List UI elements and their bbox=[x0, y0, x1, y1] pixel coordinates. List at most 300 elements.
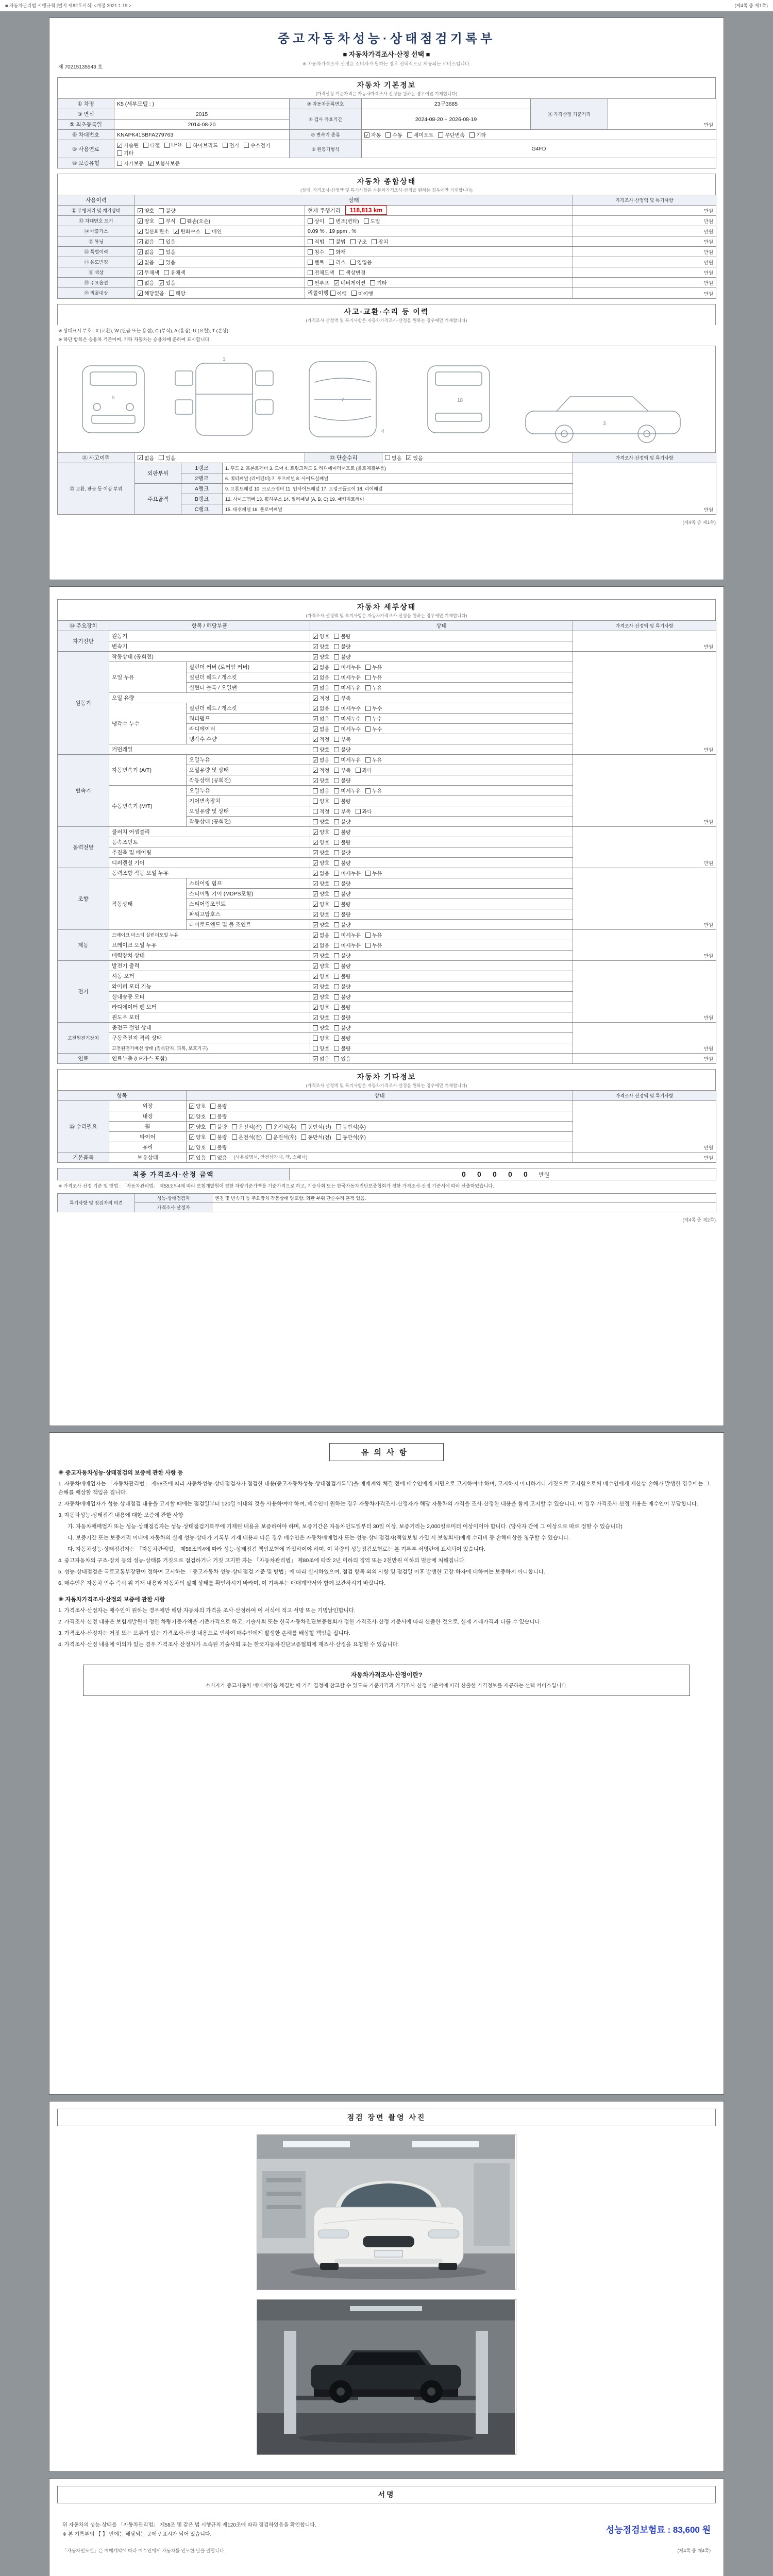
section-title-text: 자동차 기본정보 bbox=[357, 81, 416, 89]
value-cell bbox=[109, 1153, 187, 1163]
workshop-car-lift-photo-icon bbox=[257, 2300, 515, 2454]
value-cell bbox=[310, 806, 573, 817]
value-cell bbox=[135, 247, 305, 257]
checkbox-label: 일산화탄소 bbox=[144, 229, 170, 235]
label-cell bbox=[573, 195, 716, 206]
checkbox-box-icon bbox=[334, 634, 339, 639]
checkbox-box-icon: ✓ bbox=[190, 1134, 194, 1140]
checkbox-유채색[interactable] bbox=[164, 268, 186, 276]
checkbox-과다[interactable] bbox=[356, 807, 372, 815]
checkbox-침수[interactable] bbox=[308, 248, 324, 256]
checkbox-box-icon bbox=[336, 1134, 341, 1140]
checkbox-동반석(후)[interactable] bbox=[336, 1133, 366, 1141]
checkbox-불량[interactable] bbox=[210, 1143, 227, 1151]
signature-title: 서명 bbox=[57, 2486, 716, 2503]
checkbox-양호[interactable] bbox=[313, 1003, 329, 1011]
checkbox-box-icon bbox=[351, 291, 357, 296]
checkbox-리스[interactable] bbox=[329, 258, 345, 266]
cell-text: 클러치 어셈블리 bbox=[112, 829, 150, 835]
checkbox-누유[interactable] bbox=[365, 941, 382, 949]
notice-item: 2. 가격조사·산정 내용은 보험개발원이 정한 차량기준가액을 기준가격으로 하고, 기술사회 또는 한국자동차진단보증협회가 정한 가격조사·산정 기준서에 따라 산출한 것으로, 실제 거래가격과 다를 수 있습니다. bbox=[58, 1619, 542, 1625]
checkbox-영업용[interactable] bbox=[350, 258, 372, 266]
basic-info-table bbox=[57, 98, 716, 168]
checkbox-box-icon: ✓ bbox=[313, 871, 317, 876]
checkbox-없음[interactable] bbox=[138, 248, 154, 256]
value-cell bbox=[109, 827, 310, 837]
inspection-photo-lift bbox=[257, 2299, 516, 2455]
cell-text: 작동상태 (공회전) bbox=[112, 654, 154, 660]
checkbox-운전석(전)[interactable] bbox=[232, 1123, 262, 1130]
cell-text: 2014-08-20 bbox=[188, 121, 216, 128]
checkbox-장치[interactable] bbox=[372, 238, 388, 245]
checkbox-전기[interactable] bbox=[223, 141, 239, 149]
value-cell bbox=[310, 930, 573, 940]
checkbox-있음[interactable] bbox=[159, 279, 175, 286]
value-cell bbox=[187, 765, 310, 775]
checkbox-누수[interactable] bbox=[365, 704, 382, 712]
checkbox-기타[interactable] bbox=[117, 149, 133, 157]
checkbox-없음[interactable] bbox=[313, 756, 329, 764]
value-cell bbox=[573, 1101, 716, 1153]
checkbox-label: 없음 bbox=[144, 281, 155, 286]
checkbox-불량[interactable] bbox=[334, 745, 350, 753]
value-cell bbox=[109, 693, 310, 703]
checkbox-box-icon bbox=[334, 943, 339, 948]
checkbox-없음[interactable] bbox=[385, 454, 401, 462]
checkbox-없음[interactable] bbox=[313, 941, 329, 949]
checkbox-양호[interactable] bbox=[313, 818, 329, 825]
checkbox-불량[interactable] bbox=[210, 1102, 227, 1110]
checkbox-없음[interactable] bbox=[313, 1055, 329, 1062]
value-cell bbox=[187, 714, 310, 724]
checkbox-불량[interactable] bbox=[334, 1003, 350, 1011]
notice-item: 2. 자동차매매업자가 성능·상태점검 내용을 고지할 때에는 점검일부터 120일 이내의 것을 사용하여야 하며, 매수인이 원하는 경우 자동차가격조사·산정자가 해당 자동차의 가격을 조사·산정한 내용을 함께 고지할 수 있습니다. 이 경우 가격조사·산정 비용은 매수인이 부담합니다. bbox=[58, 1501, 699, 1507]
checkbox-없음[interactable] bbox=[313, 715, 329, 722]
checkbox-하이브리드[interactable] bbox=[186, 141, 217, 149]
checkbox-양호[interactable] bbox=[313, 921, 329, 928]
checkbox-있음[interactable] bbox=[159, 238, 175, 245]
value-cell bbox=[114, 99, 290, 109]
value-cell bbox=[573, 1153, 716, 1163]
value-cell bbox=[114, 130, 290, 140]
checkbox-양호[interactable] bbox=[313, 797, 329, 805]
value-cell bbox=[310, 1054, 573, 1064]
checkbox-불량[interactable] bbox=[334, 642, 350, 650]
checkbox-box-icon: ✓ bbox=[313, 850, 317, 856]
checkbox-누유[interactable] bbox=[365, 931, 382, 939]
value-cell bbox=[573, 278, 716, 288]
checkbox-누유[interactable] bbox=[365, 673, 382, 681]
checkbox-label: 해당 bbox=[175, 291, 186, 297]
checkbox-없음[interactable] bbox=[138, 454, 154, 462]
page-signature bbox=[49, 2478, 724, 2576]
checkbox-없음[interactable] bbox=[313, 684, 329, 691]
checkbox-양호[interactable] bbox=[313, 993, 329, 1001]
value-cell bbox=[212, 1194, 716, 1203]
checkbox-양호[interactable] bbox=[313, 1034, 329, 1042]
checkbox-box-icon bbox=[308, 270, 313, 275]
checkbox-적정[interactable] bbox=[313, 766, 329, 774]
checkbox-양호[interactable] bbox=[313, 745, 329, 753]
checkbox-있음[interactable] bbox=[189, 1154, 206, 1161]
value-cell bbox=[187, 775, 310, 786]
checkbox-미세누유[interactable] bbox=[334, 931, 361, 939]
checkbox-미이행[interactable] bbox=[351, 290, 373, 297]
checkbox-box-icon: ✓ bbox=[190, 1114, 194, 1120]
checkbox-구조[interactable] bbox=[350, 238, 367, 245]
signature-footnote: 「자동차인도일」은 매매계약에 따라 매수인에게 자동차를 인도한 날을 말합니다. bbox=[62, 2548, 226, 2553]
checkbox-LPG[interactable] bbox=[164, 142, 181, 148]
svg-text:1: 1 bbox=[223, 356, 226, 362]
label-cell bbox=[58, 206, 135, 216]
checkbox-운전석(후)[interactable] bbox=[266, 1133, 296, 1141]
label-cell bbox=[58, 452, 135, 463]
checkbox-없음[interactable] bbox=[313, 787, 329, 794]
checkbox-누유[interactable] bbox=[365, 684, 382, 691]
checkbox-불량[interactable] bbox=[334, 797, 350, 805]
checkbox-양호[interactable] bbox=[138, 207, 154, 214]
checkbox-양호[interactable] bbox=[313, 642, 329, 650]
checkbox-없음[interactable] bbox=[313, 663, 329, 671]
checkbox-변조(변타)[interactable] bbox=[329, 217, 359, 225]
checkbox-불량[interactable] bbox=[210, 1133, 227, 1141]
checkbox-디젤[interactable] bbox=[143, 141, 160, 149]
checkbox-동반석(전)[interactable] bbox=[301, 1133, 331, 1141]
checkbox-렌트[interactable] bbox=[308, 258, 324, 266]
checkbox-불량[interactable] bbox=[159, 207, 175, 214]
checkbox-불량[interactable] bbox=[334, 890, 350, 897]
value-cell bbox=[310, 1012, 573, 1023]
checkbox-없음[interactable] bbox=[138, 238, 154, 245]
checkbox-있음[interactable] bbox=[334, 1055, 350, 1062]
checkbox-label: 누수 bbox=[372, 727, 382, 733]
checkbox-불량[interactable] bbox=[334, 879, 350, 887]
value-cell bbox=[109, 940, 310, 951]
workshop-car-front-photo-icon bbox=[257, 2135, 515, 2290]
value-cell bbox=[310, 672, 573, 683]
checkbox-전체도색[interactable] bbox=[308, 268, 334, 276]
checkbox-있음[interactable] bbox=[159, 248, 175, 256]
checkbox-누유[interactable] bbox=[365, 756, 382, 764]
checkbox-label: 변조(변타) bbox=[335, 219, 359, 225]
table-row bbox=[58, 452, 716, 463]
cell-text: 만원 bbox=[703, 645, 713, 650]
value-cell bbox=[310, 1002, 573, 1012]
checkbox-box-icon: ✓ bbox=[138, 208, 142, 214]
checkbox-과다[interactable] bbox=[356, 766, 372, 774]
checkbox-미세누수[interactable] bbox=[334, 725, 361, 733]
checkbox-양호[interactable] bbox=[313, 1024, 329, 1031]
checkbox-부족[interactable] bbox=[334, 766, 350, 774]
checkbox-썬루프[interactable] bbox=[308, 279, 329, 286]
checkbox-양호[interactable] bbox=[313, 982, 329, 990]
checkbox-없음[interactable] bbox=[313, 931, 329, 939]
checkbox-불량[interactable] bbox=[334, 910, 350, 918]
value-cell bbox=[573, 961, 716, 1023]
notice-item: 1. 가격조사·산정자는 매수인이 원하는 경우에만 해당 자동차의 가격을 조사·산정하여 이 서식에 적고 서명 또는 기명날인합니다. bbox=[58, 1607, 356, 1614]
checkbox-없음[interactable] bbox=[210, 1154, 227, 1161]
value-cell bbox=[310, 909, 573, 920]
cell-text: 항목 / 해당부품 bbox=[191, 623, 228, 629]
checkbox-box-icon: ✓ bbox=[313, 634, 317, 639]
checkbox-box-icon bbox=[365, 706, 371, 711]
checkbox-양호[interactable] bbox=[313, 952, 329, 959]
checkbox-불량[interactable] bbox=[334, 1013, 350, 1021]
table-row bbox=[58, 1194, 716, 1203]
value-cell bbox=[310, 878, 573, 889]
checkbox-label: 탄화수소 bbox=[180, 229, 200, 235]
checkbox-불량[interactable] bbox=[334, 1034, 350, 1042]
checkbox-box-icon bbox=[244, 143, 249, 148]
checkbox-적정[interactable] bbox=[313, 694, 329, 702]
checkbox-미세누유[interactable] bbox=[334, 756, 361, 764]
checkbox-이행[interactable] bbox=[330, 290, 347, 297]
label-cell bbox=[58, 140, 114, 158]
checkbox-양호[interactable] bbox=[313, 900, 329, 908]
checkbox-누수[interactable] bbox=[365, 725, 382, 733]
checkbox-label: 누유 bbox=[372, 686, 382, 691]
checkbox-상이[interactable] bbox=[308, 217, 324, 225]
checkbox-label: 불법 bbox=[335, 240, 346, 245]
checkbox-box-icon: ✓ bbox=[313, 1005, 317, 1010]
checkbox-box-icon: ✓ bbox=[313, 757, 317, 763]
checkbox-양호[interactable] bbox=[189, 1102, 206, 1110]
checkbox-무단변속[interactable] bbox=[438, 131, 465, 139]
cell-text: 와이퍼 모터 기능 bbox=[112, 984, 152, 990]
checkbox-불량[interactable] bbox=[334, 982, 350, 990]
checkbox-불법[interactable] bbox=[329, 238, 345, 245]
cell-text: 구동축전지 격리 상태 bbox=[112, 1035, 162, 1041]
checkbox-없음[interactable] bbox=[313, 704, 329, 712]
checkbox-탄화수소[interactable] bbox=[174, 227, 200, 235]
checkbox-적정[interactable] bbox=[313, 735, 329, 743]
mileage-label: 현재 주행거리 bbox=[308, 208, 342, 214]
cell-text: ⑨ 원동기형식 bbox=[311, 146, 340, 152]
cell-text: 리콜이행 bbox=[308, 290, 329, 296]
checkbox-box-icon bbox=[334, 912, 339, 917]
checkbox-양호[interactable] bbox=[313, 859, 329, 867]
checkbox-불량[interactable] bbox=[334, 952, 350, 959]
checkbox-label: 없음 bbox=[320, 933, 330, 939]
checkbox-부족[interactable] bbox=[334, 694, 350, 702]
cell-text: 파워고압호스 bbox=[189, 911, 221, 918]
checkbox-label: 없음 bbox=[144, 250, 155, 256]
checkbox-label: 동반석(전) bbox=[308, 1135, 331, 1141]
checkbox-운전석(후)[interactable] bbox=[266, 1123, 296, 1130]
checkbox-box-icon bbox=[313, 1036, 318, 1041]
price-digit: 0 bbox=[523, 1170, 528, 1178]
checkbox-양호[interactable] bbox=[313, 653, 329, 660]
checkbox-수동[interactable] bbox=[385, 131, 402, 139]
checkbox-box-icon bbox=[313, 809, 318, 814]
checkbox-누유[interactable] bbox=[365, 869, 382, 877]
checkbox-없음[interactable] bbox=[138, 279, 154, 286]
checkbox-양호[interactable] bbox=[313, 879, 329, 887]
label-cell bbox=[58, 236, 135, 247]
checkbox-label: 불량 bbox=[341, 655, 351, 660]
label-cell bbox=[305, 452, 382, 463]
checkbox-양호[interactable] bbox=[189, 1143, 206, 1151]
checkbox-미세누유[interactable] bbox=[334, 673, 361, 681]
checkbox-색상변경[interactable] bbox=[339, 268, 366, 276]
cell-text: ⑰ 용도변경 bbox=[84, 260, 108, 265]
checkbox-일산화탄소[interactable] bbox=[138, 227, 169, 235]
checkbox-부식[interactable] bbox=[159, 217, 175, 225]
checkbox-자동[interactable] bbox=[364, 131, 381, 139]
checkbox-불량[interactable] bbox=[334, 818, 350, 825]
checkbox-label: 상이 bbox=[314, 219, 325, 225]
notice-item: 5. 성능·상태점검은 국토교통부장관이 정하여 고시하는 「중고자동차 성능·상태점검 기준 및 방법」에 따라 실시하였으며, 점검 항목 외의 사항 및 점검일 이후 발생한 고장·하자에 대하여는 보증하지 아니합니다. bbox=[58, 1569, 545, 1575]
checkbox-누수[interactable] bbox=[365, 715, 382, 722]
checkbox-label: 양호 bbox=[320, 985, 330, 990]
checkbox-불량[interactable] bbox=[334, 900, 350, 908]
checkbox-가솔린[interactable] bbox=[117, 141, 139, 149]
checkbox-화재[interactable] bbox=[329, 248, 345, 256]
value-cell bbox=[310, 858, 573, 868]
checkbox-양호[interactable] bbox=[313, 828, 329, 836]
checkbox-기타[interactable] bbox=[469, 131, 486, 139]
checkbox-네비게이션[interactable] bbox=[334, 279, 365, 286]
checkbox-불량[interactable] bbox=[334, 993, 350, 1001]
section-title-text: 사고·교환·수리 등 이력 bbox=[344, 307, 429, 316]
checkbox-없음[interactable] bbox=[313, 673, 329, 681]
checkbox-양호[interactable] bbox=[313, 632, 329, 640]
label-cell bbox=[58, 130, 114, 140]
checkbox-box-icon: ✓ bbox=[313, 644, 317, 650]
checkbox-box-icon bbox=[334, 696, 339, 701]
checkbox-양호[interactable] bbox=[189, 1123, 206, 1130]
checkbox-미세누유[interactable] bbox=[334, 869, 361, 877]
checkbox-매연[interactable] bbox=[205, 227, 222, 235]
checkbox-label: 불량 bbox=[341, 964, 351, 970]
checkbox-box-icon bbox=[356, 768, 361, 773]
checkbox-기타[interactable] bbox=[370, 279, 386, 286]
checkbox-세미오토[interactable] bbox=[407, 131, 434, 139]
checkbox-양호[interactable] bbox=[313, 1013, 329, 1021]
cell-text: 제동 bbox=[78, 942, 89, 948]
checkbox-미세누수[interactable] bbox=[334, 715, 361, 722]
section-etc-info bbox=[57, 1069, 716, 1163]
checkbox-미세누유[interactable] bbox=[334, 684, 361, 691]
checkbox-label: 양호 bbox=[320, 830, 330, 836]
checkbox-양호[interactable] bbox=[189, 1133, 206, 1141]
checkbox-불량[interactable] bbox=[334, 1044, 350, 1052]
value-cell bbox=[109, 744, 310, 755]
checkbox-누유[interactable] bbox=[365, 787, 382, 794]
cell-text: 만원 bbox=[703, 250, 714, 256]
checkbox-양호[interactable] bbox=[313, 849, 329, 856]
checkbox-box-icon bbox=[334, 984, 339, 989]
checkbox-불량[interactable] bbox=[334, 828, 350, 836]
checkbox-양호[interactable] bbox=[138, 217, 154, 225]
checkbox-도말[interactable] bbox=[364, 217, 380, 225]
checkbox-부족[interactable] bbox=[334, 807, 350, 815]
checkbox-불량[interactable] bbox=[334, 1024, 350, 1031]
checkbox-미세누유[interactable] bbox=[334, 663, 361, 671]
cell-text: 자기진단 bbox=[73, 638, 94, 645]
cell-text: 만원 bbox=[703, 219, 714, 225]
checkbox-무채색[interactable] bbox=[138, 268, 159, 276]
checkbox-불량[interactable] bbox=[210, 1112, 227, 1120]
cell-text: 실린더 헤드 / 개스킷 bbox=[189, 674, 237, 681]
label-cell bbox=[290, 99, 362, 109]
checkbox-양호[interactable] bbox=[313, 838, 329, 846]
cell-text: 추진축 및 베어링 bbox=[112, 850, 152, 856]
checkbox-box-icon bbox=[334, 778, 339, 783]
checkbox-있음[interactable] bbox=[159, 258, 175, 266]
value-cell bbox=[310, 765, 573, 775]
checkbox-양호[interactable] bbox=[313, 910, 329, 918]
checkbox-해당[interactable] bbox=[169, 289, 186, 297]
checkbox-label: 세미오토 bbox=[413, 133, 434, 139]
checkbox-양호[interactable] bbox=[189, 1112, 206, 1120]
checkbox-box-icon: ✓ bbox=[313, 665, 317, 670]
checkbox-label: 누유 bbox=[372, 871, 382, 877]
checkbox-동반석(후)[interactable] bbox=[336, 1123, 366, 1130]
value-cell bbox=[305, 257, 573, 267]
value-cell bbox=[310, 734, 573, 744]
checkbox-수소전기[interactable] bbox=[244, 141, 271, 149]
checkbox-불량[interactable] bbox=[334, 776, 350, 784]
checkbox-해당없음[interactable] bbox=[138, 289, 164, 297]
checkbox-있음[interactable] bbox=[159, 454, 175, 462]
checkbox-양호[interactable] bbox=[313, 962, 329, 970]
value-cell bbox=[187, 1122, 573, 1132]
checkbox-불량[interactable] bbox=[334, 859, 350, 867]
checkbox-있음[interactable] bbox=[406, 454, 423, 462]
car-views-diagram-icon bbox=[67, 350, 706, 448]
signature-statement-2: ※ 본 기록부의 【 】 안에는 해당되는 곳에 √ 표시가 되어 있습니다. bbox=[62, 2532, 212, 2537]
checkbox-자가보증[interactable] bbox=[117, 159, 144, 167]
checkbox-양호[interactable] bbox=[313, 890, 329, 897]
checkbox-양호[interactable] bbox=[313, 1044, 329, 1052]
checkbox-미세누유[interactable] bbox=[334, 941, 361, 949]
checkbox-미세누수[interactable] bbox=[334, 704, 361, 712]
checkbox-누유[interactable] bbox=[365, 663, 382, 671]
checkbox-box-icon: ✓ bbox=[313, 654, 317, 660]
checkbox-동반석(전)[interactable] bbox=[301, 1123, 331, 1130]
checkbox-box-icon: ✓ bbox=[148, 161, 153, 166]
cell-text: 실린더 헤드 / 개스킷 bbox=[189, 705, 237, 711]
checkbox-불량[interactable] bbox=[334, 849, 350, 856]
checkbox-양호[interactable] bbox=[313, 776, 329, 784]
svg-text:3: 3 bbox=[603, 420, 606, 427]
checkbox-없음[interactable] bbox=[313, 869, 329, 877]
checkbox-적법[interactable] bbox=[308, 238, 324, 245]
checkbox-label: 미세누수 bbox=[341, 706, 361, 712]
value-cell bbox=[310, 775, 573, 786]
checkbox-불량[interactable] bbox=[334, 632, 350, 640]
checkbox-불량[interactable] bbox=[334, 921, 350, 928]
checkbox-미세누유[interactable] bbox=[334, 787, 361, 794]
checkbox-훼손(오손)[interactable] bbox=[180, 217, 210, 225]
checkbox-부족[interactable] bbox=[334, 735, 350, 743]
checkbox-적정[interactable] bbox=[313, 807, 329, 815]
checkbox-없음[interactable] bbox=[313, 725, 329, 733]
checkbox-불량[interactable] bbox=[334, 838, 350, 846]
checkbox-불량[interactable] bbox=[334, 972, 350, 980]
checkbox-불량[interactable] bbox=[334, 653, 350, 660]
checkbox-보험사보증[interactable] bbox=[148, 159, 180, 167]
checkbox-없음[interactable] bbox=[138, 258, 154, 266]
cell-text: 기어변속장치 bbox=[189, 798, 221, 804]
checkbox-label: 동반석(후) bbox=[342, 1125, 366, 1130]
checkbox-양호[interactable] bbox=[313, 972, 329, 980]
checkbox-불량[interactable] bbox=[334, 962, 350, 970]
value-cell bbox=[223, 494, 573, 504]
checkbox-불량[interactable] bbox=[210, 1123, 227, 1130]
checkbox-운전석(전)[interactable] bbox=[232, 1133, 262, 1141]
